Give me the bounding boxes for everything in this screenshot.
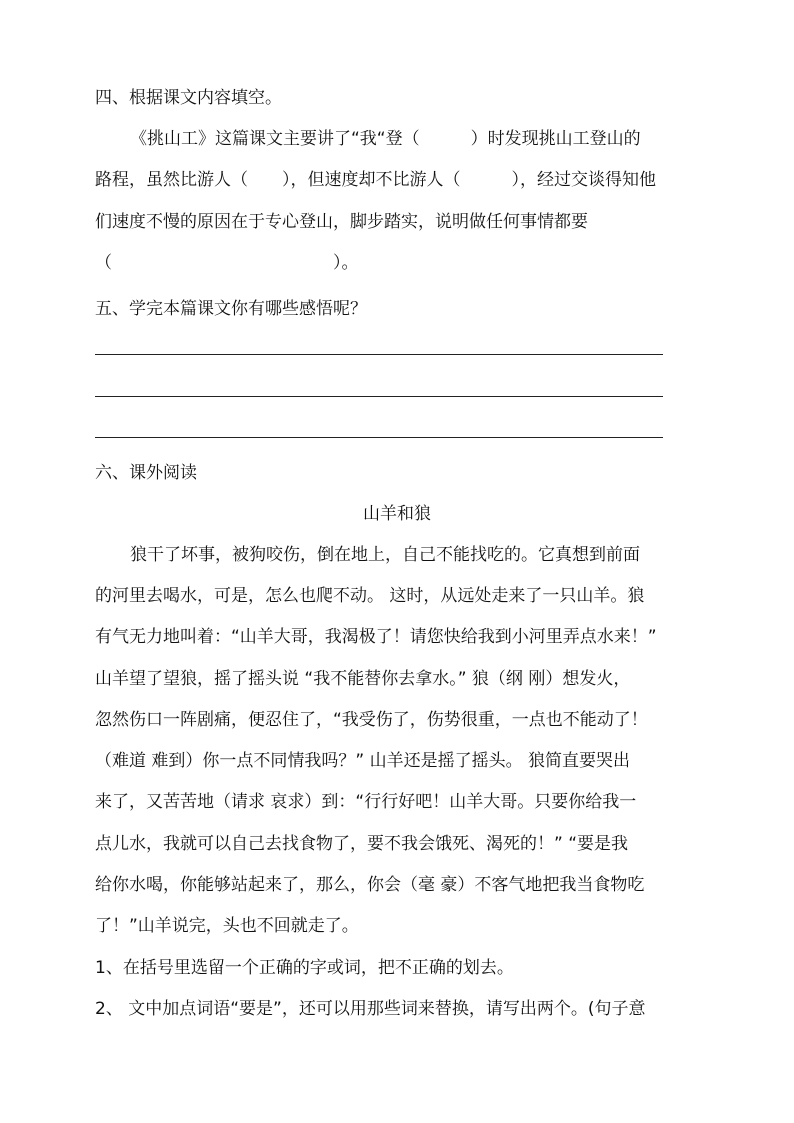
- answer-line-2: [95, 396, 663, 397]
- answer-line-3: [95, 437, 663, 438]
- story-line-1: 狼干了坏事，被狗咬伤，倒在地上，自己不能找吃的。它真想到前面: [130, 545, 640, 565]
- section-6-heading: 六、课外阅读: [95, 463, 197, 483]
- fill-blank-line-1: 《挑山工》这篇课文主要讲了“我“登（ ）时发现挑山工登山的: [130, 129, 641, 149]
- story-line-6: （难道 难到）你一点不同情我吗？” 山羊还是摇了摇头。 狼简直要哭出: [95, 751, 631, 771]
- story-line-5: 忽然伤口一阵剧痛，便忍住了，“我受伤了，伤势很重，一点也不能动了！: [95, 710, 648, 730]
- question-1: 1、在括号里选留一个正确的字或词，把不正确的划去。: [95, 958, 514, 978]
- question-2: 2、 文中加点词语“要是”，还可以用那些词来替换，请写出两个。(句子意: [95, 999, 646, 1019]
- fill-blank-line-2: 路程，虽然比游人（ ），但速度却不比游人（ ），经过交谈得知他: [95, 170, 656, 190]
- section-4-heading: 四、根据课文内容填空。: [95, 88, 282, 108]
- section-5-heading: 五、学完本篇课文你有哪些感悟呢？: [95, 299, 367, 319]
- story-line-9: 给你水喝，你能够站起来了，那么，你会（毫 豪）不客气地把我当食物吃: [95, 875, 645, 895]
- answer-line-1: [95, 354, 663, 355]
- story-line-3: 有气无力地叫着：“山羊大哥，我渴极了！请您快给我到小河里弄点水来！”: [95, 627, 657, 647]
- fill-blank-line-3: 们速度不慢的原因在于专心登山，脚步踏实，说明做任何事情都要: [95, 212, 588, 232]
- story-line-7: 来了，又苦苦地（请求 哀求）到：“行行好吧！山羊大哥。只要你给我一: [95, 792, 637, 812]
- story-title: 山羊和狼: [363, 504, 431, 524]
- story-line-4: 山羊望了望狼，摇了摇头说 “我不能替你去拿水。” 狼（纲 刚）想发火，: [95, 669, 631, 689]
- story-line-8: 点儿水，我就可以自己去找食物了，要不我会饿死、渴死的！” “要是我: [95, 834, 629, 854]
- story-line-10: 了！”山羊说完，头也不回就走了。: [95, 916, 359, 936]
- fill-blank-line-4: （ ）。: [95, 253, 359, 273]
- story-line-2: 的河里去喝水，可是，怎么也爬不动。 这时，从远处走来了一只山羊。狼: [95, 586, 645, 606]
